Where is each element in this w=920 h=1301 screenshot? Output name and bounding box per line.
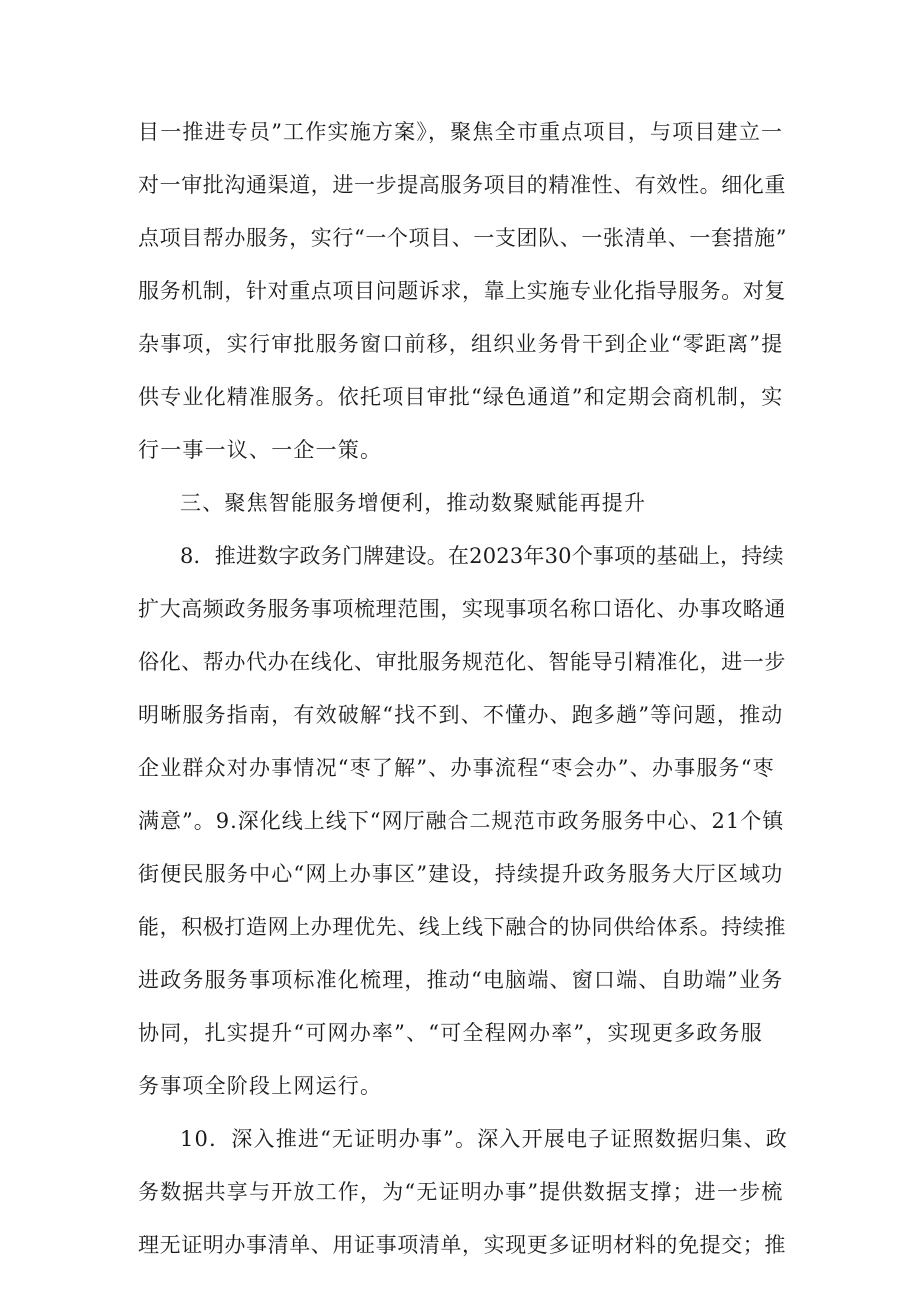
paragraph-8-line-8: 能，积极打造网上办理优先、线上线下融合的协同供给体系。持续推: [138, 915, 786, 939]
paragraph-10-line-2: 务数据共享与开放工作，为“无证明办事”提供数据支撑；进一步梳: [138, 1180, 784, 1204]
paragraph-1-line-3: 点项目帮办服务，实行“一个项目、一支团队、一张清单、一套措施”: [138, 226, 788, 250]
paragraph-10-line-3: 理无证明办事清单、用证事项清单，实现更多证明材料的免提交；推: [138, 1233, 786, 1257]
paragraph-8-line-5: 企业群众对办事情况“枣了解”、办事流程“枣会办”、办事服务“枣: [138, 756, 775, 780]
paragraph-8-line-3: 俗化、帮办代办在线化、审批服务规范化、智能导引精准化，进一步: [138, 650, 786, 674]
paragraph-8-line-7: 街便民服务中心“网上办事区”建设，持续提升政务服务大厅区域功: [138, 862, 784, 886]
paragraph-1-line-7: 行一事一议、一企一策。: [138, 438, 383, 462]
paragraph-1-line-1: 目一推进专员”工作实施方案》，聚焦全市重点项目，与项目建立一: [138, 120, 784, 144]
section-heading-3: 三、聚焦智能服务增便利，推动数聚赋能再提升: [180, 491, 647, 515]
paragraph-8-line-11: 务事项全阶段上网运行。: [138, 1074, 383, 1098]
paragraph-1-line-6: 供专业化精准服务。依托项目审批“绿色通道”和定期会商机制，实: [138, 385, 784, 409]
paragraph-1-line-4: 服务机制，针对重点项目问题诉求，靠上实施专业化指导服务。对复: [138, 279, 786, 303]
paragraph-8-line-9: 进政务服务事项标准化梳理，推动“电脑端、窗口端、自助端”业务: [138, 968, 784, 992]
paragraph-8-line-6: 满意”。9.深化线上线下“网厅融合二规范市政务服务中心、21个镇: [138, 809, 785, 833]
paragraph-1-line-5: 杂事项，实行审批服务窗口前移，组织业务骨干到企业“零距离”提: [138, 332, 784, 356]
paragraph-8-line-2: 扩大高频政务服务事项梳理范围，实现事项名称口语化、办事攻略通: [138, 597, 786, 621]
paragraph-8-line-4: 明晰服务指南，有效破解“找不到、不懂办、跑多趟”等问题，推动: [138, 703, 784, 727]
paragraph-1-line-2: 对一审批沟通渠道，进一步提高服务项目的精准性、有效性。细化重: [138, 173, 786, 197]
paragraph-10-line-1: 10．深入推进“无证明办事”。深入开展电子证照数据归集、政: [180, 1127, 788, 1151]
paragraph-8-line-1: 8．推进数字政务门牌建设。在2023年30个事项的基础上，持续: [180, 544, 784, 568]
paragraph-8-line-10: 协同，扎实提升“可网办率”、“可全程网办率”，实现更多政务服: [138, 1021, 763, 1045]
